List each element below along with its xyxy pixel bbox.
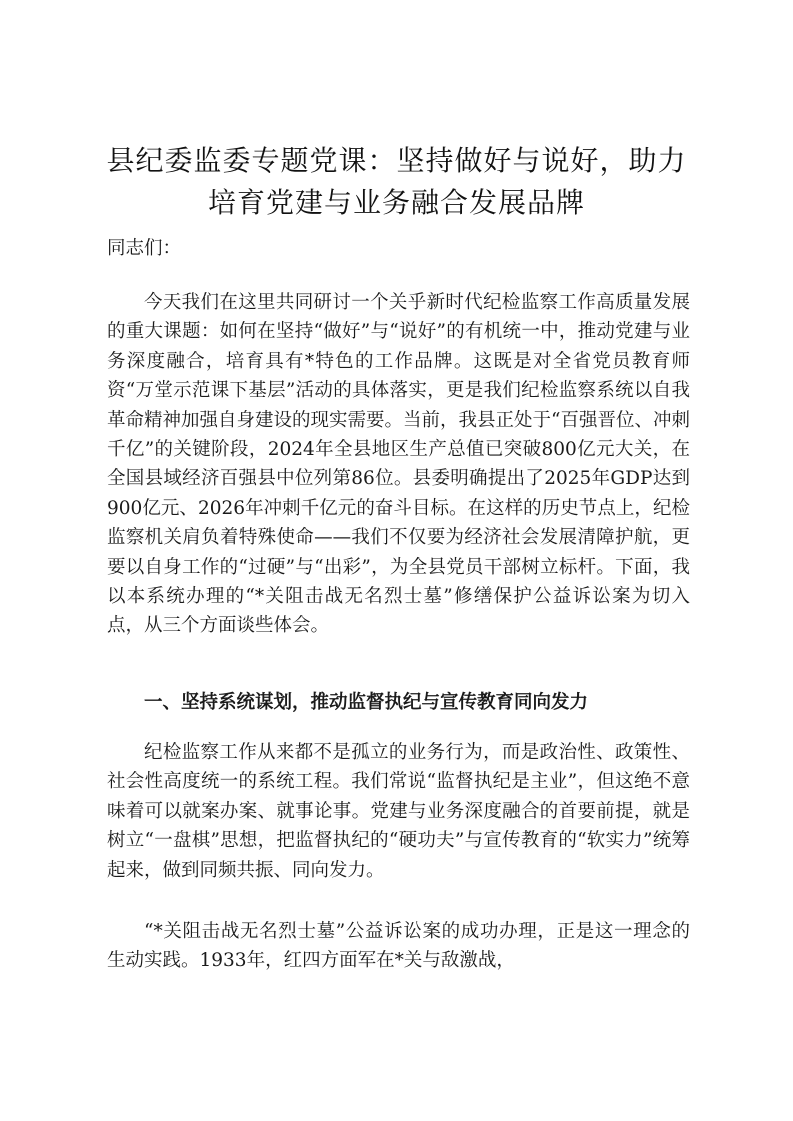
paragraph-case: “*关阻击战无名烈士墓”公益诉讼案的成功办理，正是这一理念的生动实践。1933年，红四方面军在*关与敌激战，: [107, 921, 690, 972]
section-heading-1: 一、坚持系统谋划，推动监督执纪与宣传教育同向发力: [144, 692, 589, 713]
paragraph-intro: 今天我们在这里共同研讨一个关乎新时代纪检监察工作高质量发展的重大课题：如何在坚持“做好”与“说好”的有机统一中，推动党建与业务深度融合，培育具有*特色的工作品牌。这既是对全省党员教育师资“万堂示范课下基层”活动的具体落实，更是我们纪检监察系统以自我革命精神加强自身建设的现实需要。当前，我县正处于“百强晋位、冲刺千亿”的关键阶段，2024年全县地区生产总值已突破800亿元大关，在全国县域经济百强县中位列第86位。县委明确提出了2025年GDP达到900亿元、2026年冲刺千亿元的奋斗目标。在这样的历史节点上，纪检监察机关肩负着特殊使命——我们不仅要为经济社会发展清障护航，更要以自身工作的“过硬”与“出彩”，为全县党员干部树立标杆。下面，我以本系统办理的“*关阻击战无名烈士墓”修缮保护公益诉讼案为切入点，从三个方面谈些体会。: [107, 292, 690, 637]
document-title: [90, 140, 703, 224]
paragraph-section-1: 纪检监察工作从来都不是孤立的业务行为，而是政治性、政策性、社会性高度统一的系统工程。我们常说“监督执纪是主业”，但这绝不意味着可以就案办案、就事论事。党建与业务深度融合的首要前提，就是树立“一盘棋”思想，把监督执纪的“硬功夫”与宣传教育的“软实力”统筹起来，做到同频共振、同向发力。: [107, 742, 690, 881]
title-line-1: 县纪委监委专题党课：坚持做好与说好，助力: [106, 144, 687, 177]
title-line-2: 培育党建与业务融合发展品牌: [207, 186, 585, 219]
greeting: 同志们：: [107, 238, 182, 259]
